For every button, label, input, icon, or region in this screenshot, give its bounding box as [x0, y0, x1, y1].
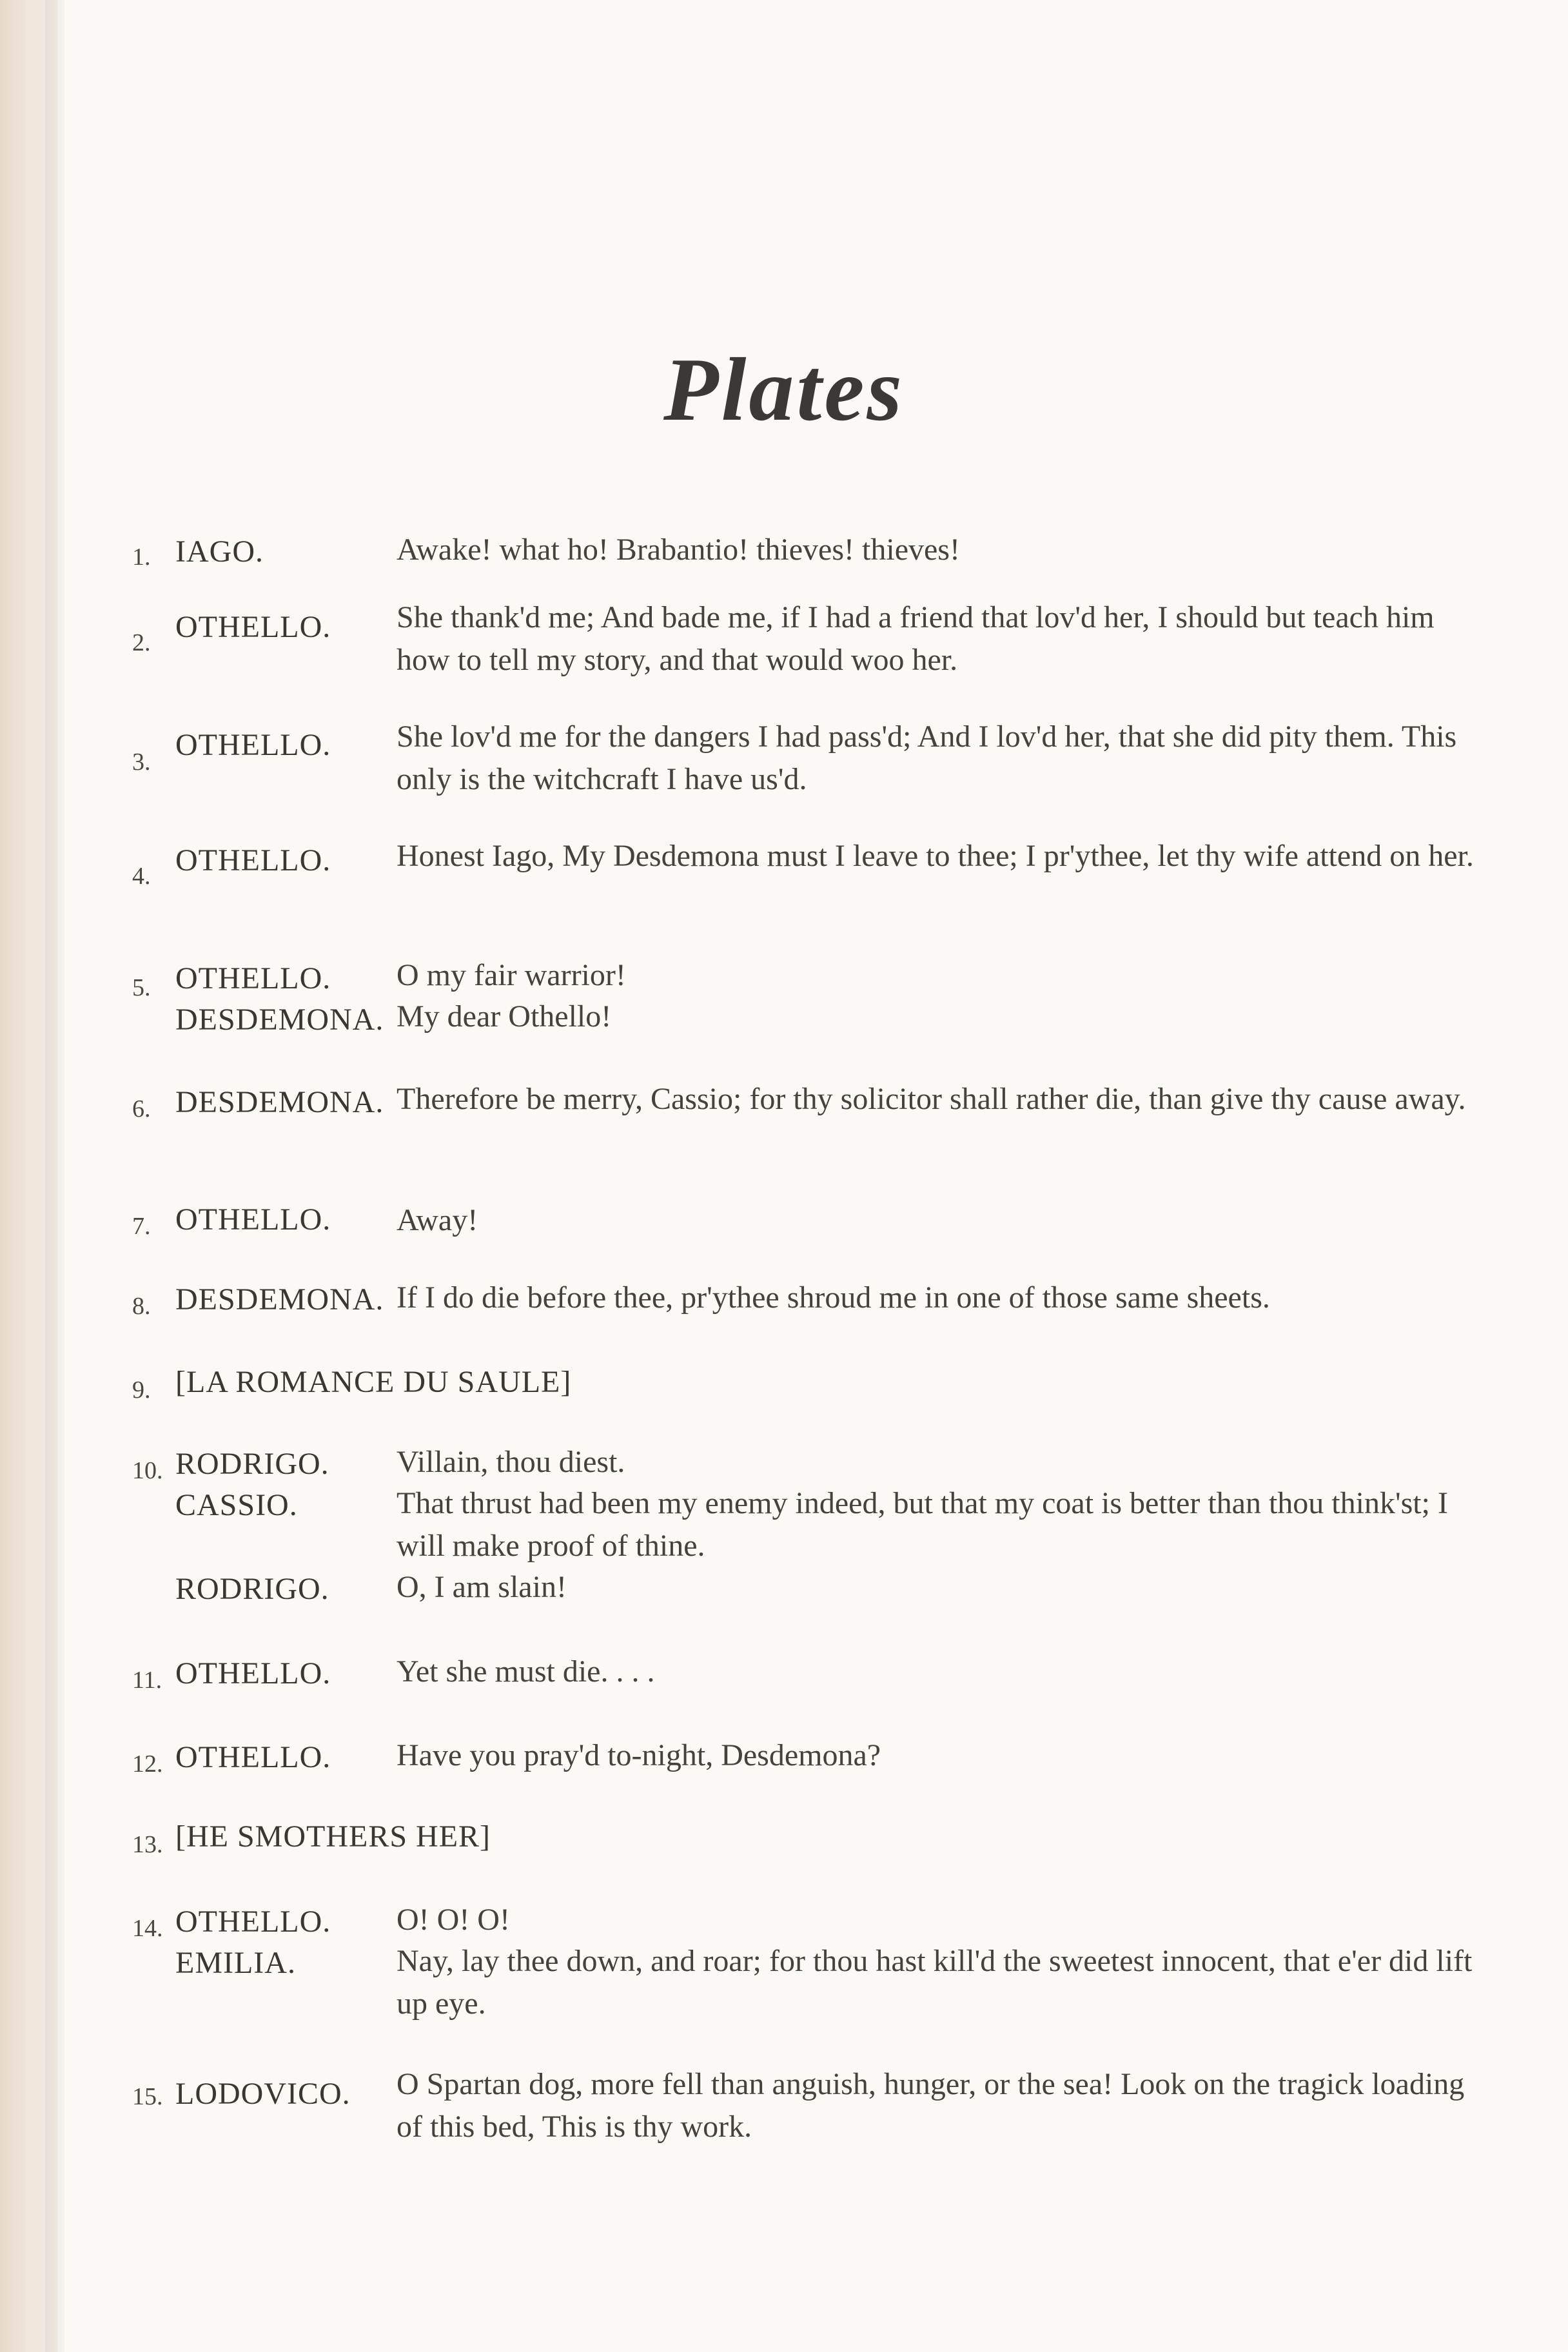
speech-text: O, I am slain! — [397, 1570, 567, 1604]
speech-text: Awake! what ho! Brabantio! thieves! thieves! — [397, 533, 960, 567]
plate-number: 1. — [132, 544, 151, 571]
plate-number: 12. — [132, 1750, 163, 1778]
speech-text: Villain, thou diest. — [397, 1445, 625, 1479]
speaker-name: EMILIA. — [175, 1946, 296, 1980]
plate-number: 7. — [132, 1213, 151, 1240]
dialogue-line — [0, 1078, 1568, 1123]
plate-number: 9. — [132, 1377, 151, 1404]
plate-number: 11. — [132, 1667, 162, 1694]
speech-text: O! O! O! — [397, 1903, 510, 1937]
speaker-name: CASSIO. — [175, 1488, 298, 1522]
speech-text: Away! — [397, 1203, 478, 1237]
speech-text: Therefore be merry, Cassio; for thy solicitor shall rather die, than give thy cause away. — [397, 1082, 1466, 1116]
plate-number: 2. — [132, 629, 151, 656]
speech-text: Yet she must die. . . . — [397, 1654, 655, 1689]
speaker-name: OTHELLO. — [175, 843, 331, 877]
dialogue-line — [0, 1651, 1568, 1696]
dialogue-line — [0, 995, 1568, 1041]
dialogue-line — [0, 596, 1568, 677]
speech-text: She thank'd me; And bade me, if I had a friend that lov'd her, I should but teach him how to tell my story, and that would woo her. — [397, 600, 1435, 677]
plate-number: 15. — [132, 2083, 163, 2110]
speaker-name: OTHELLO. — [175, 610, 331, 644]
speech-text: Nay, lay thee down, and roar; for thou hast kill'd the sweetest innocent, that e'er did lift up eye. — [397, 1944, 1473, 2021]
plate-number: 14. — [132, 1915, 163, 1942]
speaker-name: OTHELLO. — [175, 1740, 331, 1774]
speech-text: Honest Iago, My Desdemona must I leave to thee; I pr'ythee, let thy wife attend on her. — [397, 839, 1474, 873]
speaker-name: OTHELLO. — [175, 1202, 331, 1237]
dialogue-line — [0, 1441, 1568, 1486]
dialogue-line — [0, 2063, 1568, 2144]
stage-direction: [LA ROMANCE DU SAULE] — [175, 1365, 572, 1399]
speech-text: If I do die before thee, pr'ythee shroud me in one of those same sheets. — [397, 1280, 1270, 1315]
speaker-name: OTHELLO. — [175, 728, 331, 762]
speech-text: O Spartan dog, more fell than anguish, hunger, or the sea! Look on the tragick loading of this bed, This is thy work. — [397, 2067, 1465, 2144]
speaker-name: DESDEMONA. — [175, 1003, 384, 1037]
plate-number: 6. — [132, 1095, 151, 1122]
speech-text: Have you pray'd to-night, Desdemona? — [397, 1738, 881, 1772]
plate-number: 13. — [132, 1831, 163, 1858]
dialogue-line — [0, 1899, 1568, 1944]
plate-number: 3. — [132, 749, 151, 776]
dialogue-line — [0, 1566, 1568, 1611]
plate-number: 5. — [132, 974, 151, 1001]
dialogue-line — [0, 1277, 1568, 1322]
speaker-name: DESDEMONA. — [175, 1282, 384, 1317]
speech-text: That thrust had been my enemy indeed, but that my coat is better than thou think'st; I will make proof of thine. — [397, 1486, 1448, 1563]
speaker-name: DESDEMONA. — [175, 1085, 384, 1119]
speaker-name: RODRIGO. — [175, 1572, 329, 1606]
dialogue-line — [0, 954, 1568, 999]
speech-text: She lov'd me for the dangers I had pass'd; And I lov'd her, that she did pity them. This only is the witchcraft I have us'd. — [397, 720, 1457, 796]
stage-direction: [HE SMOTHERS HER] — [175, 1819, 491, 1854]
dialogue-line — [0, 835, 1568, 880]
speaker-name: OTHELLO. — [175, 961, 331, 995]
plate-number: 10. — [132, 1457, 163, 1484]
dialogue-line — [0, 1734, 1568, 1779]
plate-number: 4. — [132, 863, 151, 890]
speaker-name: LODOVICO. — [175, 2077, 351, 2111]
speaker-name: OTHELLO. — [175, 1656, 331, 1690]
speaker-name: IAGO. — [175, 534, 264, 569]
speech-text: My dear Othello! — [397, 999, 612, 1034]
plate-number: 8. — [132, 1293, 151, 1320]
speaker-name: RODRIGO. — [175, 1447, 329, 1481]
speaker-name: OTHELLO. — [175, 1905, 331, 1939]
dialogue-line — [0, 716, 1568, 796]
page-title: Plates — [663, 339, 905, 440]
dialogue-line — [0, 529, 1568, 574]
speech-text: O my fair warrior! — [397, 958, 626, 992]
dialogue-line — [0, 1940, 1568, 2021]
dialogue-line — [0, 1482, 1568, 1563]
dialogue-line — [0, 1199, 1568, 1244]
